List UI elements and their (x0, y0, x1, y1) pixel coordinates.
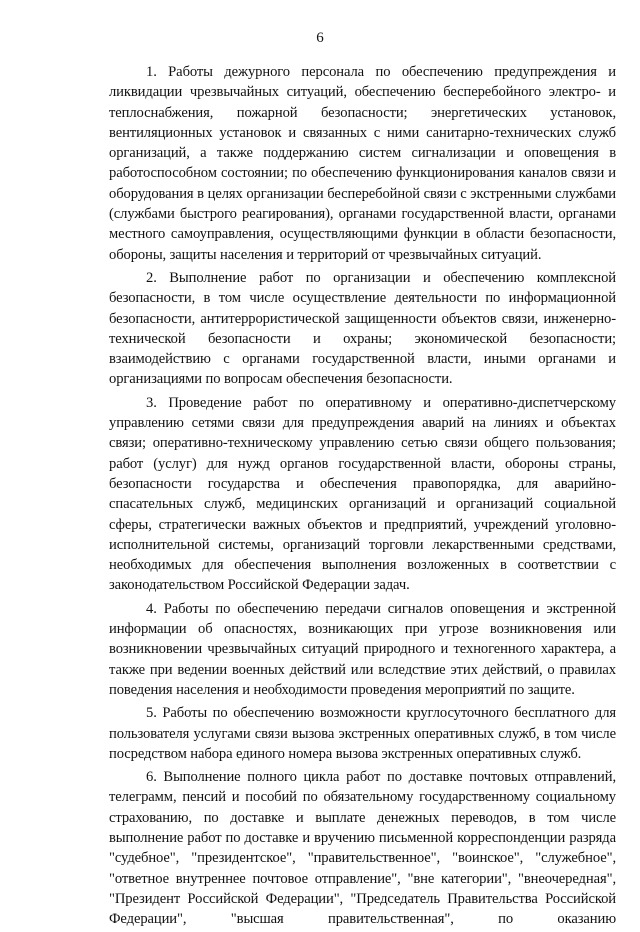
document-body (109, 62, 616, 932)
page-number: 6 (316, 30, 324, 46)
paragraph-1: 1. Работы дежурного персонала по обеспечению предупреждения и ликвидации чрезвычайных ситуаций, обеспечению бесперебойного электро- и теплоснабжения, пожарной безопасности; энергетических установок, вентиляционных установок и связанных с ними санитарно-технических служб организаций, а также поддержанию систем сигнализации и оповещения в работоспособном состоянии; по обеспечению функционирования каналов связи и оборудования в целях организации бесперебойной связи с экстренными службами (службами быстрого реагирования), органами государственной власти, органами местного самоуправления, осуществляющими функции в области безопасности, обороны, защиты населения и территорий от чрезвычайных ситуаций. (109, 64, 616, 263)
paragraph-2: 2. Выполнение работ по организации и обеспечению комплексной безопасности, в том числе осуществление деятельности по информационной безопасности, антитеррористической защищенности объектов связи, инженерно-технической безопасности и охраны; экономической безопасности; взаимодействию с органами государственной власти, иными органами и организациями по вопросам обеспечения безопасности. (109, 269, 616, 388)
paragraph-5: 5. Работы по обеспечению возможности круглосуточного бесплатного для пользователя услугами связи вызова экстренных оперативных служб, в том числе посредством набора единого номера вызова экстренных оперативных служб. (109, 705, 616, 762)
paragraph-3: 3. Проведение работ по оперативному и оперативно-диспетчерскому управлению сетями связи для предупреждения аварий на линиях и объектах связи; оперативно-техническому управлению сетью связи общего пользования; работ (услуг) для нужд органов государственной власти, обороны страны, безопасности государства и обеспечения правопорядка, для аварийно-спасательных служб, медицинских организаций и организаций социальной сферы, стратегически важных объектов и предприятий, учреждений уголовно-исполнительной системы, организаций торговли лекарственными средствами, необходимых для обеспечения выполнения возложенных в соответствии с законодательством Российской Федерации задач. (109, 394, 616, 594)
paragraph-4: 4. Работы по обеспечению передачи сигналов оповещения и экстренной информации об опасностях, возникающих при угрозе возникновения или возникновении чрезвычайных ситуаций природного и техногенного характера, а также при ведении военных действий или вследствие этих действий, о правилах поведения населения и необходимости проведения мероприятий по защите. (109, 600, 616, 698)
paragraph-6: 6. Выполнение полного цикла работ по доставке почтовых отправлений, телеграмм, пенсий и пособий по обязательному государственному социальному страхованию, по доставке и выплате денежных переводов, в том числе выполнение работ по доставке и вручению письменной корреспонденции разряда "судебное", "президентское", "правительственное", "воинское", "служебное", "ответное внутреннее почтовое отправление", "вне категории", "внеочередная", "Президент Российской Федерации", "Председатель Правительства Российской Федерации", "высшая правительственная", по оказанию (109, 769, 616, 928)
